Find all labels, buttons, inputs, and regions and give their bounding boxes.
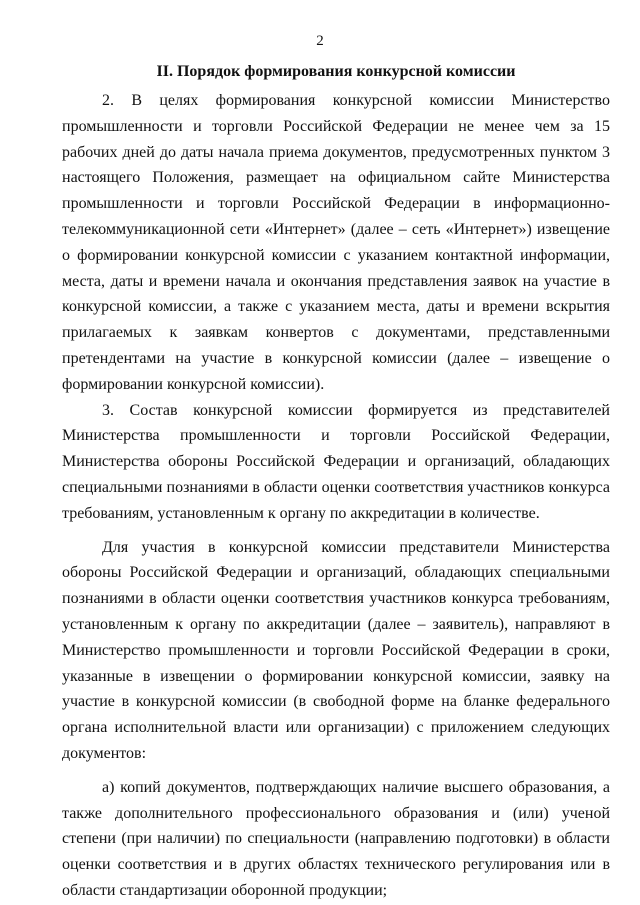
paragraph-2: 2. В целях формирования конкурсной комиссии Министерство промышленности и торговли Российской Федерации не менее чем за 15 рабочих дней до даты начала приема документов, предусмотренных пунктом 3 настоящего Положения, размещает на официальном сайте Министерства промышленности и торговли Российской Федерации в информационно-телекоммуникационной сети «Интернет» (далее – сеть «Интернет») извещение о формировании конкурсной комиссии с указанием контактной информации, места, даты и времени начала и окончания представления заявок на участие в конкурсной комиссии, а также с указанием места, даты и времени вскрытия прилагаемых к заявкам конвертов с документами, представленными претендентами на участие в конкурсной комиссии (далее – извещение о формировании конкурсной комиссии). (62, 92, 610, 393)
paragraph-application: Для участия в конкурсной комиссии представители Министерства обороны Российской Федерации и организаций, обладающих специальными познаниями в области оценки соответствия участников конкурса требованиям, установленным к органу по аккредитации (далее – заявитель), направляют в Министерство промышленности и торговли Российской Федерации в сроки, указанные в извещении о формировании конкурсной комиссии, заявку на участие в конкурсной комиссии (в свободной форме на бланке федерального органа исполнительной власти или организации) с приложением следующих документов: (62, 538, 610, 762)
section-title: II. Порядок формирования конкурсной комиссии (156, 63, 516, 80)
page-number: 2 (316, 33, 324, 49)
paragraph-3: 3. Состав конкурсной комиссии формируется из представителей Министерства промышленности и торговли Российской Федерации, Министерства обороны Российской Федерации и организаций, обладающих специальными познаниями в области оценки соответствия участников конкурса требованиям, установленным к органу по аккредитации в количестве. (62, 401, 610, 522)
document-body (62, 88, 610, 904)
list-item-a: а) копий документов, подтверждающих наличие высшего образования, а также дополнительного профессионального образования и (или) ученой степени (при наличии) по специальности (направлению подготовки) в области оценки соответствия и в других областях технического регулирования или в области стандартизации оборонной продукции; (62, 778, 610, 899)
